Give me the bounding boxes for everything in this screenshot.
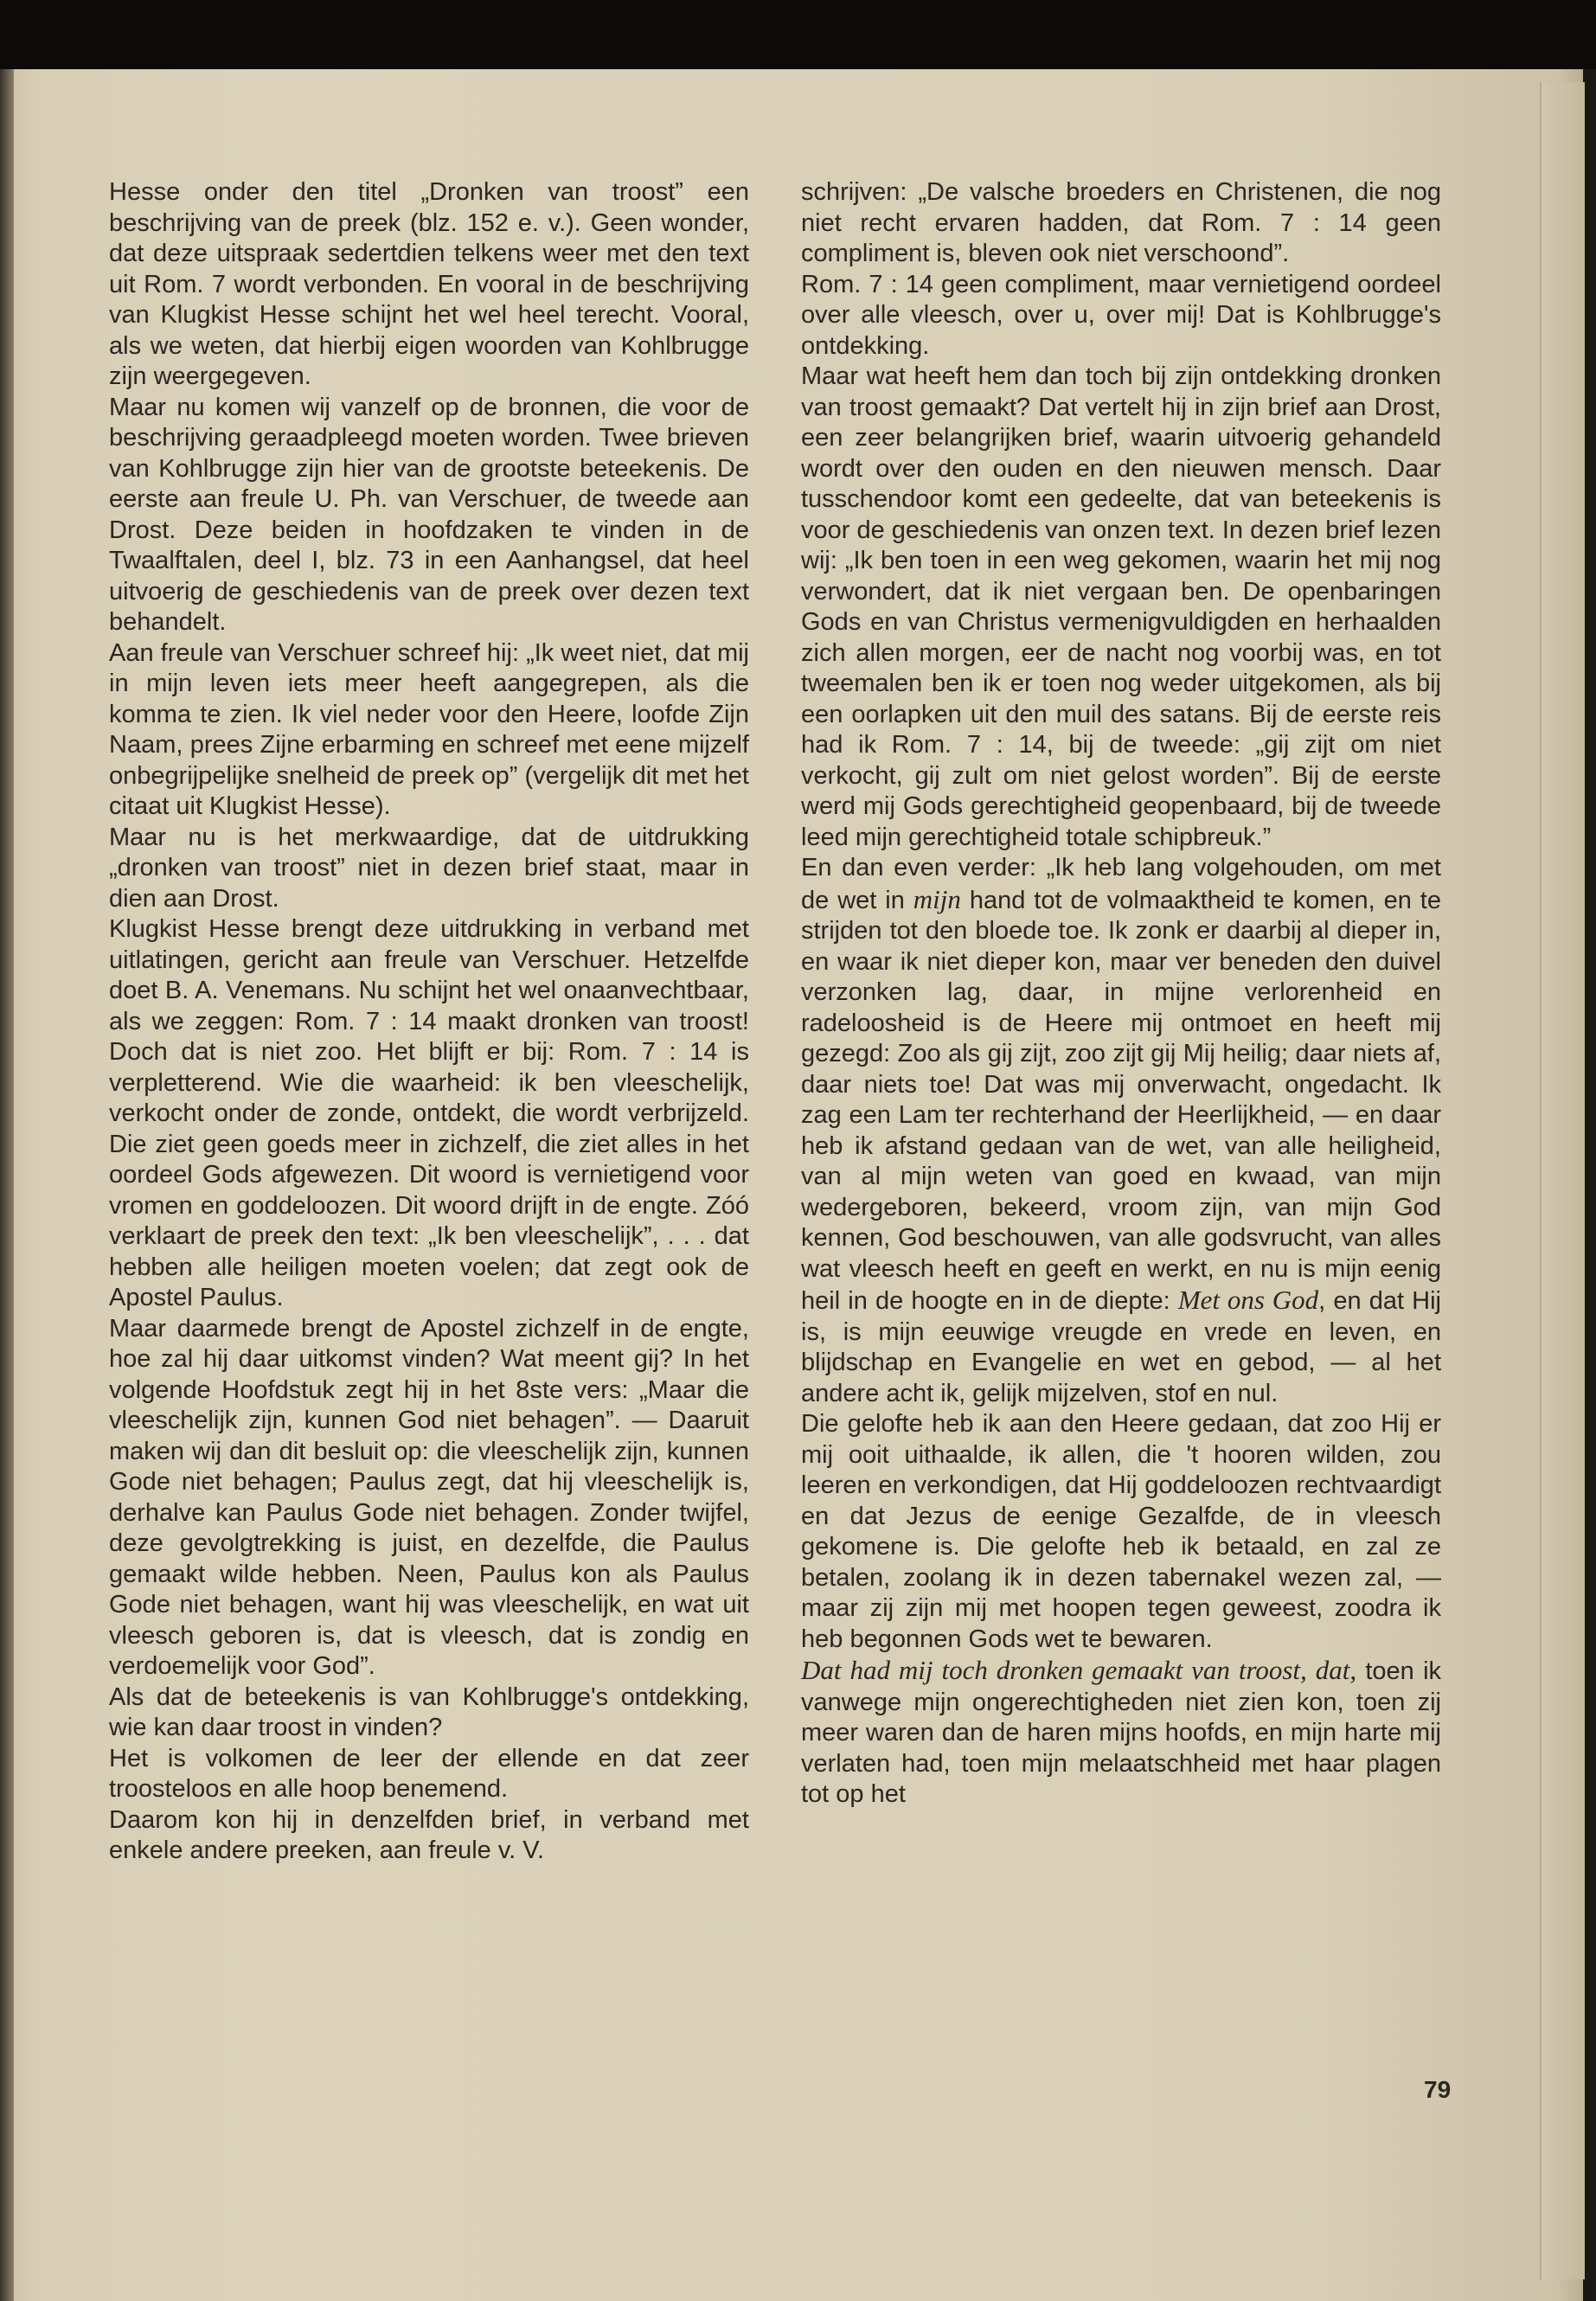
paragraph: [801, 1655, 1441, 1811]
book-spine: [0, 69, 14, 2301]
emphasis: Met ons God: [1177, 1285, 1319, 1315]
right-column: [801, 177, 1441, 1811]
emphasis: Dat had mij toch dronken gemaakt van troost, dat,: [801, 1655, 1357, 1685]
paragraph: Rom. 7 : 14 geen compliment, maar vernietigend oordeel over alle vleesch, over u, over mij! Dat is Kohlbrugge's ontdekking.: [801, 270, 1441, 360]
paragraph: Die gelofte heb ik aan den Heere gedaan, dat zoo Hij er mij ooit uithaalde, ik allen, die 't hooren wilden, zou leeren en verkondigen, dat Hij goddeloozen rechtvaardigt en dat Jezus de eenige Gezalfde, de in vleesch gekomene is. Die gelofte heb ik betaald, en zal ze betalen, zoolang ik in dezen tabernakel wezen zal, — maar zij zijn mij met hoopen tegen geweest, zoodra ik heb begonnen Gods wet te bewaren.: [801, 1410, 1441, 1653]
paragraph: Daarom kon hij in denzelfden brief, in verband met enkele andere preeken, aan freule v. V.: [109, 1805, 749, 1864]
paragraph: Klugkist Hesse brengt deze uitdrukking in verband met uitlatingen, gericht aan freule van Verschuer. Hetzelfde doet B. A. Venemans. Nu schijnt het wel onaanvechtbaar, als we zeggen: Rom. 7 : 14 maakt dronken van troost! Doch dat is niet zoo. Het blijft er bij: Rom. 7 : 14 is verpletterend. Wie die waarheid: ik ben vleeschelijk, verkocht onder de zonde, ontdekt, die wordt verbrijzeld. Die ziet geen goeds meer in zichzelf, die ziet alles in het oordeel Gods afgewezen. Dit woord is vernietigend voor vromen en goddeloozen. Dit woord drijft in de engte. Zóó verklaart de preek den text: „Ik ben vleeschelijk”, . . . dat hebben alle heiligen moeten voelen; dat zegt ook de Apostel Paulus.: [109, 915, 749, 1311]
paragraph: schrijven: „De valsche broeders en Christenen, die nog niet recht ervaren hadden, dat Rom. 7 : 14 geen compliment is, bleven ook niet verschoond”.: [801, 178, 1441, 267]
paragraph: Maar daarmede brengt de Apostel zichzelf in de engte, hoe zal hij daar uitkomst vinden? Wat meent gij? In het volgende Hoofdstuk zegt hij in het 8ste vers: „Maar die vleeschelijk zijn, kunnen God niet behagen”. — Daaruit maken wij dan dit besluit op: die vleeschelijk zijn, kunnen Gode niet behagen; Paulus zegt, dat hij vleeschelijk is, derhalve kan Paulus Gode niet behagen. Zonder twijfel, deze gevolgtrekking is juist, en dezelfde, die Paulus gemaakt wilde hebben. Neen, Paulus kon als Paulus Gode niet behagen, want hij was vleeschelijk, en wat uit vleesch geboren is, dat is vleesch, dat is zondig en verdoemelijk voor God”.: [109, 1314, 749, 1680]
paragraph: Als dat de beteekenis is van Kohlbrugge's ontdekking, wie kan daar troost in vinden?: [109, 1682, 749, 1741]
text-run: toen ik vanwege mijn ongerechtigheden niet zien kon, toen zij meer waren dan de haren mijns hoofds, en mijn harte mij verlaten had, toen mijn melaatschheid met haar plagen tot op het: [801, 1657, 1442, 1808]
scan-border: [0, 0, 1596, 69]
text-run: hand tot de volmaaktheid te komen, en te strijden tot den bloede toe. Ik zonk er daarbij al dieper in, en waar ik niet dieper kon, maar ver beneden den duivel verzonken lag, daar, in mijne verlorenheid en radeloosheid is de Heere mij ontmoet en heeft mij gezegd: Zoo als gij zijt, zoo zijt gij Mij heilig; daar niets af, daar niets toe! Dat was mij onverwacht, ongedacht. Ik zag een Lam ter rechterhand der Heerlijkheid, — en daar heb ik afstand gedaan van de wet, van alle heiligheid, van al mijn weten van goed en kwaad, van mijn wedergeboren, bekeerd, vroom zijn, van mijn God kennen, God beschouwen, van alle godsvrucht, van alles wat vleesch heeft en geeft en werkt, en nu is mijn eenig heil in de hoogte en in de diepte:: [801, 886, 1441, 1315]
paragraph: Hesse onder den titel „Dronken van troost” een beschrijving van de preek (blz. 152 e. v.). Geen wonder, dat deze uitspraak sedertdien telkens weer met den text uit Rom. 7 wordt verbonden. En vooral in de beschrijving van Klugkist Hesse schijnt het wel heel terecht. Vooral, als we weten, dat hierbij eigen woorden van Kohlbrugge zijn weergegeven.: [109, 178, 749, 390]
emphasis: mijn: [913, 883, 961, 914]
paragraph: Maar wat heeft hem dan toch bij zijn ontdekking dronken van troost gemaakt? Dat vertelt hij in zijn brief aan Drost, een zeer belangrijken brief, waarin uitvoerig gehandeld wordt over den ouden en den nieuwen mensch. Daar tusschendoor komt een gedeelte, dat van beteekenis is voor de geschiedenis van onzen text. In dezen brief lezen wij: „Ik ben toen in een weg gekomen, waarin het mij nog verwondert, dat ik niet vergaan ben. De openbaringen Gods en van Christus vermenigvuldigden en herhaalden zich allen morgen, eer de nacht nog voorbij was, en tot tweemalen ben ik er toen nog weder uitgekomen, als bij een oorlapken uit den muil des satans. Bij de eerste reis had ik Rom. 7 : 14, bij de tweede: „gij zijt om niet verkocht, gij zult om niet gelost worden”. Bij de eerste werd mij Gods gerechtigheid geopenbaard, bij de tweede leed mijn gerechtigheid totale schipbreuk.”: [801, 362, 1441, 851]
paragraph: Maar nu is het merkwaardige, dat de uitdrukking „dronken van troost” niet in dezen brief staat, maar in dien aan Drost.: [109, 823, 749, 913]
text-run: , en dat Hij is, is mijn eeuwige vreugde en vrede en leven, en blijdschap en Evangelie en wet en gebod, — al het andere acht ik, gelijk mijzelven, stof en nul.: [801, 1287, 1441, 1407]
paragraph: Maar nu komen wij vanzelf op de bronnen, die voor de beschrijving geraadpleegd moeten worden. Twee brieven van Kohlbrugge zijn hier van de grootste beteekenis. De eerste aan freule U. Ph. van Verschuer, de tweede aan Drost. Deze beiden in hoofdzaken te vinden in de Twaalftalen, deel I, blz. 73 in een Aanhangsel, dat heel uitvoerig de geschiedenis van de preek over dezen text behandelt.: [109, 393, 749, 636]
left-column: [109, 177, 749, 1867]
page-number: 79: [1424, 2076, 1452, 2103]
text-run: En dan even verder: „Ik heb lang volgehouden, om met de wet in: [801, 854, 1441, 914]
paragraph: Aan freule van Verschuer schreef hij: „Ik weet niet, dat mij in mijn leven iets meer heeft aangegrepen, als die komma te zien. Ik viel neder voor den Heere, loofde Zijn Naam, prees Zijne erbarming en schreef met eene mijzelf onbegrijpelijke snelheid de preek op” (vergelijk dit met het citaat uit Klugkist Hesse).: [109, 638, 749, 820]
paragraph: [801, 853, 1441, 1409]
page-edge: [1540, 82, 1585, 2279]
paragraph: Het is volkomen de leer der ellende en dat zeer troosteloos en alle hoop benemend.: [109, 1744, 749, 1803]
